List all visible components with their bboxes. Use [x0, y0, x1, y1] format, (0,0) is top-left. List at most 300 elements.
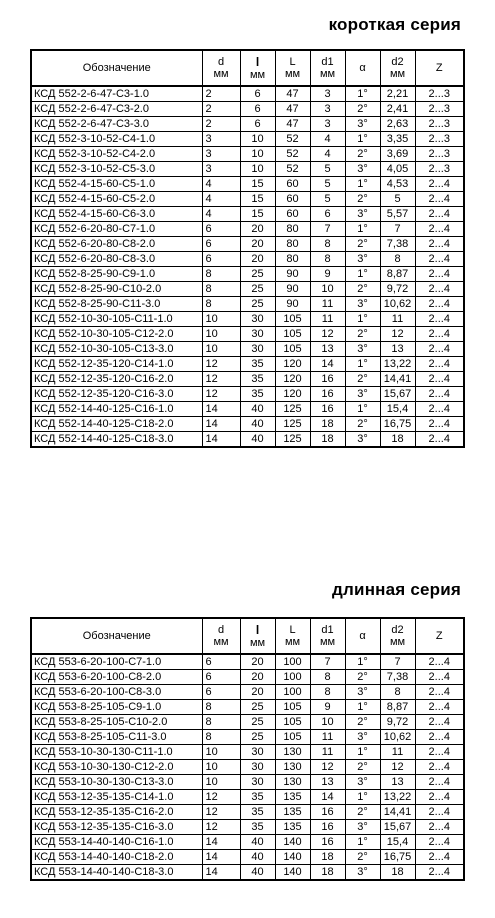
cell-d: 6 [202, 670, 240, 685]
cell-designation: КСД 552-2-6-47-С3-1.0 [31, 86, 202, 102]
cell-d: 10 [202, 745, 240, 760]
cell-d1: 18 [310, 865, 345, 881]
cell-designation: КСД 552-6-20-80-С8-3.0 [31, 252, 202, 267]
cell-l: 40 [240, 417, 275, 432]
cell-designation: КСД 553-12-35-135-С14-1.0 [31, 790, 202, 805]
table-row [31, 805, 464, 820]
cell-alpha: 3° [345, 775, 380, 790]
cell-d2: 2,41 [380, 102, 415, 117]
table-row [31, 237, 464, 252]
cell-z: 2...4 [415, 760, 464, 775]
cell-d1: 16 [310, 835, 345, 850]
cell-designation: КСД 552-4-15-60-С5-2.0 [31, 192, 202, 207]
cell-d: 6 [202, 654, 240, 670]
cell-L: 130 [275, 745, 310, 760]
cell-L: 135 [275, 805, 310, 820]
cell-alpha: 3° [345, 252, 380, 267]
cell-alpha: 2° [345, 805, 380, 820]
cell-alpha: 1° [345, 177, 380, 192]
cell-d: 8 [202, 715, 240, 730]
cell-l: 35 [240, 372, 275, 387]
cell-d2: 10,62 [380, 730, 415, 745]
table-row [31, 417, 464, 432]
cell-z: 2...4 [415, 715, 464, 730]
cell-d2: 15,4 [380, 402, 415, 417]
cell-L: 52 [275, 147, 310, 162]
cell-l: 15 [240, 192, 275, 207]
cell-l: 25 [240, 282, 275, 297]
cell-L: 90 [275, 297, 310, 312]
cell-d1: 14 [310, 790, 345, 805]
cell-d: 4 [202, 177, 240, 192]
cell-z: 2...4 [415, 222, 464, 237]
cell-z: 2...4 [415, 835, 464, 850]
cell-alpha: 3° [345, 820, 380, 835]
cell-z: 2...3 [415, 147, 464, 162]
table-row [31, 207, 464, 222]
cell-d: 3 [202, 147, 240, 162]
cell-alpha: 2° [345, 760, 380, 775]
cell-l: 40 [240, 865, 275, 881]
cell-designation: КСД 553-8-25-105-С10-2.0 [31, 715, 202, 730]
cell-d1: 5 [310, 177, 345, 192]
cell-z: 2...4 [415, 865, 464, 881]
cell-d1: 7 [310, 654, 345, 670]
cell-L: 140 [275, 865, 310, 881]
cell-d1: 8 [310, 237, 345, 252]
header-L: L мм [275, 618, 310, 654]
cell-d: 10 [202, 342, 240, 357]
cell-z: 2...4 [415, 297, 464, 312]
table-row [31, 372, 464, 387]
cell-d: 3 [202, 132, 240, 147]
cell-L: 130 [275, 775, 310, 790]
cell-designation: КСД 552-14-40-125-С16-1.0 [31, 402, 202, 417]
cell-designation: КСД 553-6-20-100-С8-3.0 [31, 685, 202, 700]
cell-l: 20 [240, 222, 275, 237]
cell-d: 8 [202, 267, 240, 282]
cell-d2: 16,75 [380, 417, 415, 432]
cell-d1: 4 [310, 147, 345, 162]
cell-d2: 8 [380, 685, 415, 700]
table-row [31, 835, 464, 850]
cell-alpha: 1° [345, 132, 380, 147]
cell-d2: 15,4 [380, 835, 415, 850]
cell-alpha: 1° [345, 86, 380, 102]
table-row [31, 342, 464, 357]
cell-d1: 4 [310, 132, 345, 147]
cell-designation: КСД 552-3-10-52-С5-3.0 [31, 162, 202, 177]
cell-l: 15 [240, 207, 275, 222]
cell-d2: 13,22 [380, 357, 415, 372]
cell-d2: 7,38 [380, 237, 415, 252]
table-row [31, 850, 464, 865]
cell-d: 10 [202, 775, 240, 790]
cell-designation: КСД 552-12-35-120-С16-3.0 [31, 387, 202, 402]
header-d2: d2 мм [380, 50, 415, 86]
cell-d: 14 [202, 402, 240, 417]
cell-z: 2...4 [415, 402, 464, 417]
table-header-row [31, 618, 464, 654]
cell-z: 2...4 [415, 207, 464, 222]
cell-L: 80 [275, 237, 310, 252]
cell-d2: 13 [380, 342, 415, 357]
cell-d2: 2,63 [380, 117, 415, 132]
cell-l: 25 [240, 715, 275, 730]
cell-alpha: 3° [345, 432, 380, 448]
cell-alpha: 2° [345, 282, 380, 297]
cell-l: 35 [240, 357, 275, 372]
cell-d2: 15,67 [380, 387, 415, 402]
cell-l: 40 [240, 835, 275, 850]
table-row [31, 252, 464, 267]
short-series-table [30, 49, 465, 448]
cell-alpha: 2° [345, 327, 380, 342]
cell-d: 6 [202, 222, 240, 237]
cell-L: 105 [275, 342, 310, 357]
cell-z: 2...4 [415, 192, 464, 207]
cell-alpha: 2° [345, 417, 380, 432]
table-row [31, 327, 464, 342]
long-series-title: длинная серия [332, 580, 461, 599]
table-row [31, 117, 464, 132]
cell-l: 20 [240, 252, 275, 267]
table-row [31, 775, 464, 790]
cell-designation: КСД 552-10-30-105-С12-2.0 [31, 327, 202, 342]
cell-d: 4 [202, 207, 240, 222]
cell-d: 10 [202, 760, 240, 775]
cell-L: 135 [275, 820, 310, 835]
cell-designation: КСД 553-10-30-130-С13-3.0 [31, 775, 202, 790]
cell-designation: КСД 553-14-40-140-С18-3.0 [31, 865, 202, 881]
cell-d2: 8,87 [380, 700, 415, 715]
cell-L: 60 [275, 177, 310, 192]
cell-designation: КСД 552-6-20-80-С8-2.0 [31, 237, 202, 252]
table-row [31, 715, 464, 730]
cell-d: 12 [202, 820, 240, 835]
cell-d2: 14,41 [380, 372, 415, 387]
cell-designation: КСД 553-6-20-100-С7-1.0 [31, 654, 202, 670]
cell-d: 4 [202, 192, 240, 207]
cell-d1: 8 [310, 670, 345, 685]
long-series-table [30, 617, 465, 881]
cell-d2: 8,87 [380, 267, 415, 282]
cell-alpha: 2° [345, 715, 380, 730]
table-row [31, 654, 464, 670]
cell-d1: 10 [310, 282, 345, 297]
cell-z: 2...4 [415, 432, 464, 448]
table-row [31, 402, 464, 417]
cell-L: 105 [275, 312, 310, 327]
cell-d1: 9 [310, 267, 345, 282]
cell-d: 14 [202, 417, 240, 432]
cell-d1: 16 [310, 805, 345, 820]
cell-alpha: 1° [345, 700, 380, 715]
cell-L: 105 [275, 700, 310, 715]
cell-d: 6 [202, 237, 240, 252]
cell-L: 47 [275, 102, 310, 117]
cell-l: 40 [240, 850, 275, 865]
table-row [31, 222, 464, 237]
cell-alpha: 1° [345, 267, 380, 282]
cell-d: 8 [202, 282, 240, 297]
cell-designation: КСД 553-8-25-105-С9-1.0 [31, 700, 202, 715]
cell-d2: 7 [380, 222, 415, 237]
cell-l: 40 [240, 402, 275, 417]
cell-l: 35 [240, 805, 275, 820]
cell-d: 12 [202, 357, 240, 372]
cell-L: 130 [275, 760, 310, 775]
cell-d2: 13 [380, 775, 415, 790]
cell-l: 20 [240, 237, 275, 252]
short-series-title: короткая серия [328, 15, 461, 34]
cell-d: 2 [202, 102, 240, 117]
cell-d2: 3,69 [380, 147, 415, 162]
table-row [31, 177, 464, 192]
cell-d1: 6 [310, 207, 345, 222]
cell-z: 2...4 [415, 730, 464, 745]
cell-d1: 8 [310, 685, 345, 700]
cell-d: 10 [202, 327, 240, 342]
header-z: Z [415, 618, 464, 654]
cell-alpha: 2° [345, 147, 380, 162]
cell-d2: 3,35 [380, 132, 415, 147]
cell-d2: 9,72 [380, 282, 415, 297]
cell-d2: 8 [380, 252, 415, 267]
cell-d2: 13,22 [380, 790, 415, 805]
cell-l: 6 [240, 86, 275, 102]
cell-designation: КСД 553-14-40-140-С18-2.0 [31, 850, 202, 865]
table-row [31, 86, 464, 102]
cell-l: 35 [240, 820, 275, 835]
table-row [31, 312, 464, 327]
cell-z: 2...4 [415, 312, 464, 327]
table-row [31, 192, 464, 207]
cell-L: 120 [275, 372, 310, 387]
cell-d: 14 [202, 432, 240, 448]
cell-z: 2...4 [415, 700, 464, 715]
table-row [31, 102, 464, 117]
cell-d2: 14,41 [380, 805, 415, 820]
cell-d: 3 [202, 162, 240, 177]
cell-L: 105 [275, 327, 310, 342]
table-row [31, 730, 464, 745]
cell-d1: 16 [310, 387, 345, 402]
cell-alpha: 3° [345, 207, 380, 222]
cell-d1: 3 [310, 102, 345, 117]
cell-alpha: 1° [345, 745, 380, 760]
cell-L: 52 [275, 162, 310, 177]
cell-z: 2...4 [415, 745, 464, 760]
cell-d: 12 [202, 372, 240, 387]
cell-d1: 8 [310, 252, 345, 267]
cell-d: 14 [202, 865, 240, 881]
cell-L: 120 [275, 387, 310, 402]
cell-designation: КСД 553-8-25-105-С11-3.0 [31, 730, 202, 745]
cell-z: 2...4 [415, 850, 464, 865]
cell-d2: 18 [380, 432, 415, 448]
header-d1: d1 мм [310, 618, 345, 654]
cell-z: 2...4 [415, 387, 464, 402]
cell-d: 12 [202, 387, 240, 402]
cell-designation: КСД 552-8-25-90-С11-3.0 [31, 297, 202, 312]
cell-d2: 18 [380, 865, 415, 881]
cell-z: 2...3 [415, 86, 464, 102]
cell-L: 135 [275, 790, 310, 805]
cell-l: 30 [240, 760, 275, 775]
cell-alpha: 1° [345, 312, 380, 327]
header-alpha: α [345, 50, 380, 86]
cell-z: 2...4 [415, 237, 464, 252]
cell-z: 2...4 [415, 177, 464, 192]
cell-alpha: 2° [345, 850, 380, 865]
cell-l: 15 [240, 177, 275, 192]
cell-z: 2...4 [415, 805, 464, 820]
cell-z: 2...3 [415, 132, 464, 147]
header-l: l мм [240, 618, 275, 654]
cell-d1: 11 [310, 312, 345, 327]
cell-d1: 18 [310, 850, 345, 865]
table-row [31, 432, 464, 448]
cell-l: 30 [240, 342, 275, 357]
cell-d1: 14 [310, 357, 345, 372]
cell-z: 2...4 [415, 685, 464, 700]
cell-alpha: 1° [345, 222, 380, 237]
cell-z: 2...4 [415, 417, 464, 432]
cell-d1: 12 [310, 760, 345, 775]
cell-L: 60 [275, 207, 310, 222]
cell-designation: КСД 553-14-40-140-С16-1.0 [31, 835, 202, 850]
cell-designation: КСД 552-10-30-105-С11-1.0 [31, 312, 202, 327]
cell-d1: 9 [310, 700, 345, 715]
cell-L: 80 [275, 222, 310, 237]
cell-z: 2...3 [415, 162, 464, 177]
cell-L: 100 [275, 670, 310, 685]
cell-L: 52 [275, 132, 310, 147]
cell-d1: 10 [310, 715, 345, 730]
cell-designation: КСД 553-6-20-100-С8-2.0 [31, 670, 202, 685]
cell-d2: 5,57 [380, 207, 415, 222]
cell-alpha: 2° [345, 237, 380, 252]
cell-L: 47 [275, 86, 310, 102]
table-row [31, 745, 464, 760]
cell-z: 2...3 [415, 117, 464, 132]
cell-L: 125 [275, 432, 310, 448]
cell-alpha: 1° [345, 357, 380, 372]
cell-d: 12 [202, 790, 240, 805]
cell-alpha: 3° [345, 117, 380, 132]
cell-d1: 5 [310, 162, 345, 177]
cell-alpha: 1° [345, 790, 380, 805]
cell-d1: 18 [310, 432, 345, 448]
cell-d2: 12 [380, 327, 415, 342]
cell-d2: 16,75 [380, 850, 415, 865]
cell-l: 6 [240, 117, 275, 132]
cell-designation: КСД 552-10-30-105-С13-3.0 [31, 342, 202, 357]
cell-designation: КСД 552-14-40-125-С18-3.0 [31, 432, 202, 448]
cell-d: 14 [202, 835, 240, 850]
header-d: d мм [202, 50, 240, 86]
cell-z: 2...4 [415, 327, 464, 342]
header-l: l мм [240, 50, 275, 86]
cell-l: 30 [240, 775, 275, 790]
cell-d: 14 [202, 850, 240, 865]
cell-alpha: 1° [345, 402, 380, 417]
cell-L: 47 [275, 117, 310, 132]
cell-l: 40 [240, 432, 275, 448]
cell-alpha: 3° [345, 297, 380, 312]
cell-L: 105 [275, 715, 310, 730]
cell-d2: 9,72 [380, 715, 415, 730]
cell-z: 2...4 [415, 790, 464, 805]
cell-l: 20 [240, 685, 275, 700]
header-designation: Обозначение [31, 618, 202, 654]
cell-z: 2...4 [415, 357, 464, 372]
cell-z: 2...4 [415, 670, 464, 685]
cell-d2: 11 [380, 312, 415, 327]
cell-d1: 11 [310, 297, 345, 312]
cell-d1: 3 [310, 117, 345, 132]
cell-l: 25 [240, 700, 275, 715]
cell-L: 90 [275, 267, 310, 282]
table-row [31, 297, 464, 312]
cell-l: 25 [240, 267, 275, 282]
cell-d: 6 [202, 252, 240, 267]
table-header-row [31, 50, 464, 86]
cell-d: 8 [202, 730, 240, 745]
header-d2: d2 мм [380, 618, 415, 654]
cell-alpha: 3° [345, 685, 380, 700]
cell-l: 25 [240, 730, 275, 745]
table-row [31, 865, 464, 881]
header-alpha: α [345, 618, 380, 654]
cell-L: 125 [275, 417, 310, 432]
cell-designation: КСД 553-10-30-130-С12-2.0 [31, 760, 202, 775]
cell-L: 80 [275, 252, 310, 267]
table-row [31, 760, 464, 775]
table-row [31, 790, 464, 805]
cell-d1: 16 [310, 372, 345, 387]
cell-alpha: 2° [345, 670, 380, 685]
cell-designation: КСД 553-10-30-130-С11-1.0 [31, 745, 202, 760]
cell-d: 2 [202, 117, 240, 132]
table-row [31, 685, 464, 700]
cell-l: 10 [240, 147, 275, 162]
table-row [31, 267, 464, 282]
table-row [31, 147, 464, 162]
cell-d1: 7 [310, 222, 345, 237]
table-row [31, 357, 464, 372]
cell-d2: 4,53 [380, 177, 415, 192]
cell-alpha: 3° [345, 387, 380, 402]
cell-d: 10 [202, 312, 240, 327]
cell-alpha: 1° [345, 654, 380, 670]
cell-l: 35 [240, 387, 275, 402]
cell-d: 12 [202, 805, 240, 820]
cell-l: 30 [240, 312, 275, 327]
cell-designation: КСД 553-12-35-135-С16-3.0 [31, 820, 202, 835]
cell-l: 6 [240, 102, 275, 117]
cell-l: 10 [240, 162, 275, 177]
cell-designation: КСД 552-4-15-60-С5-1.0 [31, 177, 202, 192]
header-d1: d1 мм [310, 50, 345, 86]
cell-d2: 11 [380, 745, 415, 760]
cell-L: 140 [275, 835, 310, 850]
cell-l: 30 [240, 327, 275, 342]
cell-l: 35 [240, 790, 275, 805]
cell-designation: КСД 552-8-25-90-С9-1.0 [31, 267, 202, 282]
cell-L: 125 [275, 402, 310, 417]
